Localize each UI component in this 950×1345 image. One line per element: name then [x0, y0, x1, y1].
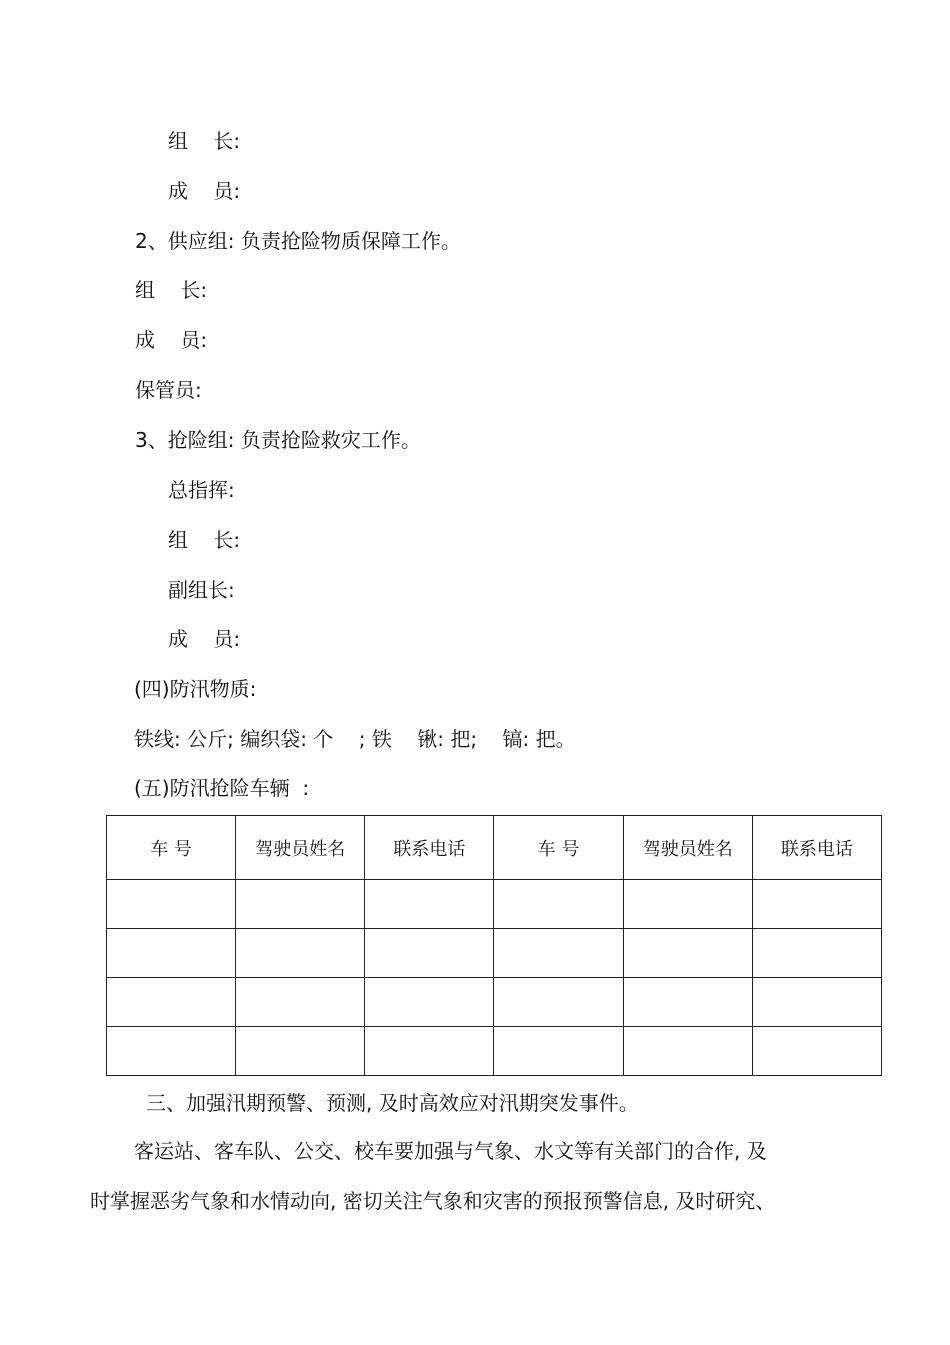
- section-leader-label: 组 长:: [168, 129, 241, 153]
- section-members-label: 成 员:: [168, 179, 241, 203]
- section-three-heading: 三、加强汛期预警、预测, 及时高效应对汛期突发事件。: [146, 1091, 639, 1115]
- supply-leader-label: 组 长:: [135, 278, 208, 302]
- header-driver-name-2: 驾驶员姓名: [623, 816, 752, 880]
- rescue-leader-label: 组 长:: [168, 528, 241, 552]
- vehicle-table: [106, 815, 882, 1076]
- body-paragraph-line-2: 时掌握恶劣气象和水情动向, 密切关注气象和灾害的预报预警信息, 及时研究、: [90, 1189, 776, 1213]
- table-cell: [623, 880, 752, 929]
- header-contact-phone: 联系电话: [365, 816, 494, 880]
- table-cell: [752, 880, 881, 929]
- header-driver-name: 驾驶员姓名: [236, 816, 365, 880]
- table-cell: [236, 880, 365, 929]
- table-cell: [236, 929, 365, 978]
- table-cell: [236, 978, 365, 1027]
- table-row: [107, 880, 882, 929]
- table-cell: [494, 1027, 623, 1076]
- table-cell: [752, 978, 881, 1027]
- table-row: [107, 929, 882, 978]
- header-contact-phone-2: 联系电话: [752, 816, 881, 880]
- table-cell: [236, 1027, 365, 1076]
- header-vehicle-number: 车 号: [107, 816, 236, 880]
- table-cell: [365, 880, 494, 929]
- supply-group-heading: 2、供应组: 负责抢险物质保障工作。: [135, 229, 461, 253]
- table-cell: [752, 1027, 881, 1076]
- table-cell: [107, 880, 236, 929]
- table-cell: [365, 929, 494, 978]
- rescue-members-label: 成 员:: [168, 627, 241, 651]
- custodian-label: 保管员:: [135, 378, 202, 402]
- table-cell: [623, 978, 752, 1027]
- table-row: [107, 978, 882, 1027]
- materials-list: 铁线: 公斤; 编织袋: 个 ; 铁 锹: 把; 镐: 把。: [134, 727, 576, 751]
- body-paragraph-line-1: 客运站、客车队、公交、校车要加强与气象、水文等有关部门的合作, 及: [134, 1139, 767, 1163]
- vehicles-heading: (五)防汛抢险车辆 :: [134, 776, 310, 800]
- header-vehicle-number-2: 车 号: [494, 816, 623, 880]
- table-header-row: [107, 816, 882, 880]
- table-cell: [107, 978, 236, 1027]
- table-cell: [494, 978, 623, 1027]
- table-cell: [107, 929, 236, 978]
- deputy-leader-label: 副组长:: [168, 578, 235, 602]
- table-cell: [752, 929, 881, 978]
- table-cell: [623, 1027, 752, 1076]
- table-cell: [107, 1027, 236, 1076]
- rescue-group-heading: 3、抢险组: 负责抢险救灾工作。: [135, 428, 421, 452]
- commander-label: 总指挥:: [168, 478, 235, 502]
- table-cell: [494, 929, 623, 978]
- table-cell: [365, 1027, 494, 1076]
- table-cell: [494, 880, 623, 929]
- table-cell: [623, 929, 752, 978]
- supply-members-label: 成 员:: [135, 328, 208, 352]
- table-row: [107, 1027, 882, 1076]
- materials-heading: (四)防汛物质:: [134, 677, 257, 701]
- table-cell: [365, 978, 494, 1027]
